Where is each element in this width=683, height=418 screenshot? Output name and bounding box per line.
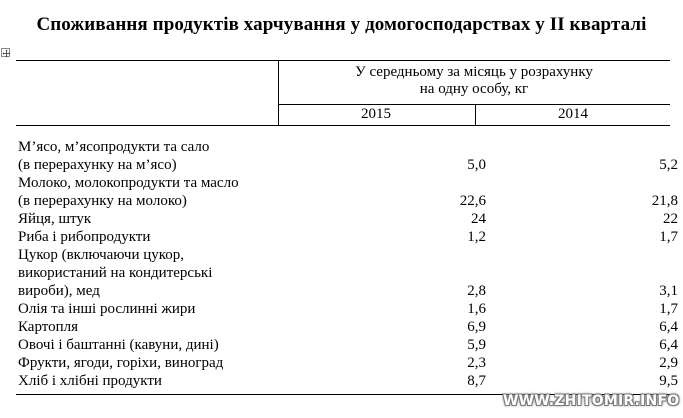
year-2015-header: 2015 <box>361 106 391 122</box>
table-body <box>18 138 678 390</box>
row-label-line: використаний на кондитерські <box>18 265 213 281</box>
value-2015: 2,8 <box>467 283 486 299</box>
value-2014: 21,8 <box>651 193 678 209</box>
value-2014: 9,5 <box>659 373 678 389</box>
table-row <box>18 318 678 336</box>
row-label-line: Хліб і хлібні продукти <box>18 373 162 389</box>
row-label-line: Олія та інші рослинні жири <box>18 301 196 317</box>
row-label <box>18 336 438 354</box>
row-label <box>18 174 438 210</box>
row-label-line: Фрукти, ягоди, горіхи, виноград <box>18 355 224 371</box>
row-label-line: (в перерахунку на молоко) <box>18 193 187 209</box>
row-label-line: вироби), мед <box>18 283 100 299</box>
value-2015: 5,0 <box>467 157 486 173</box>
row-label-line: М’ясо, м’ясопродукти та сало <box>18 139 210 155</box>
row-label <box>18 138 438 174</box>
table-row <box>18 354 678 372</box>
table-row <box>18 246 678 300</box>
table-row <box>18 138 678 174</box>
value-2014: 2,9 <box>659 355 678 371</box>
value-2015: 24 <box>471 211 486 227</box>
value-2014: 6,4 <box>659 319 678 335</box>
row-label-line: Овочі і баштанні (кавуни, дині) <box>18 337 219 353</box>
value-2015: 2,3 <box>467 355 486 371</box>
row-label-line: (в перерахунку на м’ясо) <box>18 157 177 173</box>
year-2014-header: 2014 <box>558 106 588 122</box>
table-row <box>18 210 678 228</box>
table-row <box>18 372 678 390</box>
row-label-line: Риба і рибопродукти <box>18 229 151 245</box>
row-label <box>18 300 438 318</box>
value-2014: 3,1 <box>659 283 678 299</box>
row-label-line: Молоко, молокопродукти та масло <box>18 175 239 191</box>
value-2014: 1,7 <box>659 301 678 317</box>
row-label <box>18 318 438 336</box>
value-2015: 22,6 <box>459 193 486 209</box>
site-watermark: WWW.ZHITOMIR.INFO <box>503 393 680 409</box>
row-label <box>18 210 438 228</box>
column-group-header-line1: У середньому за місяць у розрахунку <box>355 64 593 80</box>
value-2014: 6,4 <box>659 337 678 353</box>
row-label <box>18 354 438 372</box>
value-2015: 1,6 <box>467 301 486 317</box>
table-row <box>18 336 678 354</box>
row-label <box>18 246 438 300</box>
header-bottom-rule <box>16 125 670 126</box>
value-2014: 5,2 <box>659 157 678 173</box>
table-row <box>18 228 678 246</box>
row-label <box>18 372 438 390</box>
value-2015: 5,9 <box>467 337 486 353</box>
column-group-header-line2: на одну особу, кг <box>419 81 529 97</box>
value-2014: 22 <box>663 211 678 227</box>
move-arrows-icon[interactable] <box>1 48 10 57</box>
table-row <box>18 174 678 210</box>
value-2015: 6,9 <box>467 319 486 335</box>
row-label-line: Цукор (включаючи цукор, <box>18 247 185 263</box>
column-group-header <box>278 64 670 98</box>
row-label-line: Картопля <box>18 319 79 335</box>
row-label <box>18 228 438 246</box>
table-row <box>18 300 678 318</box>
row-label-line: Яйця, штук <box>18 211 92 227</box>
page-title: Споживання продуктів харчування у домогосподарствах у II кварталі <box>36 14 647 35</box>
value-2015: 8,7 <box>467 373 486 389</box>
value-2014: 1,7 <box>659 229 678 245</box>
value-2015: 1,2 <box>467 229 486 245</box>
